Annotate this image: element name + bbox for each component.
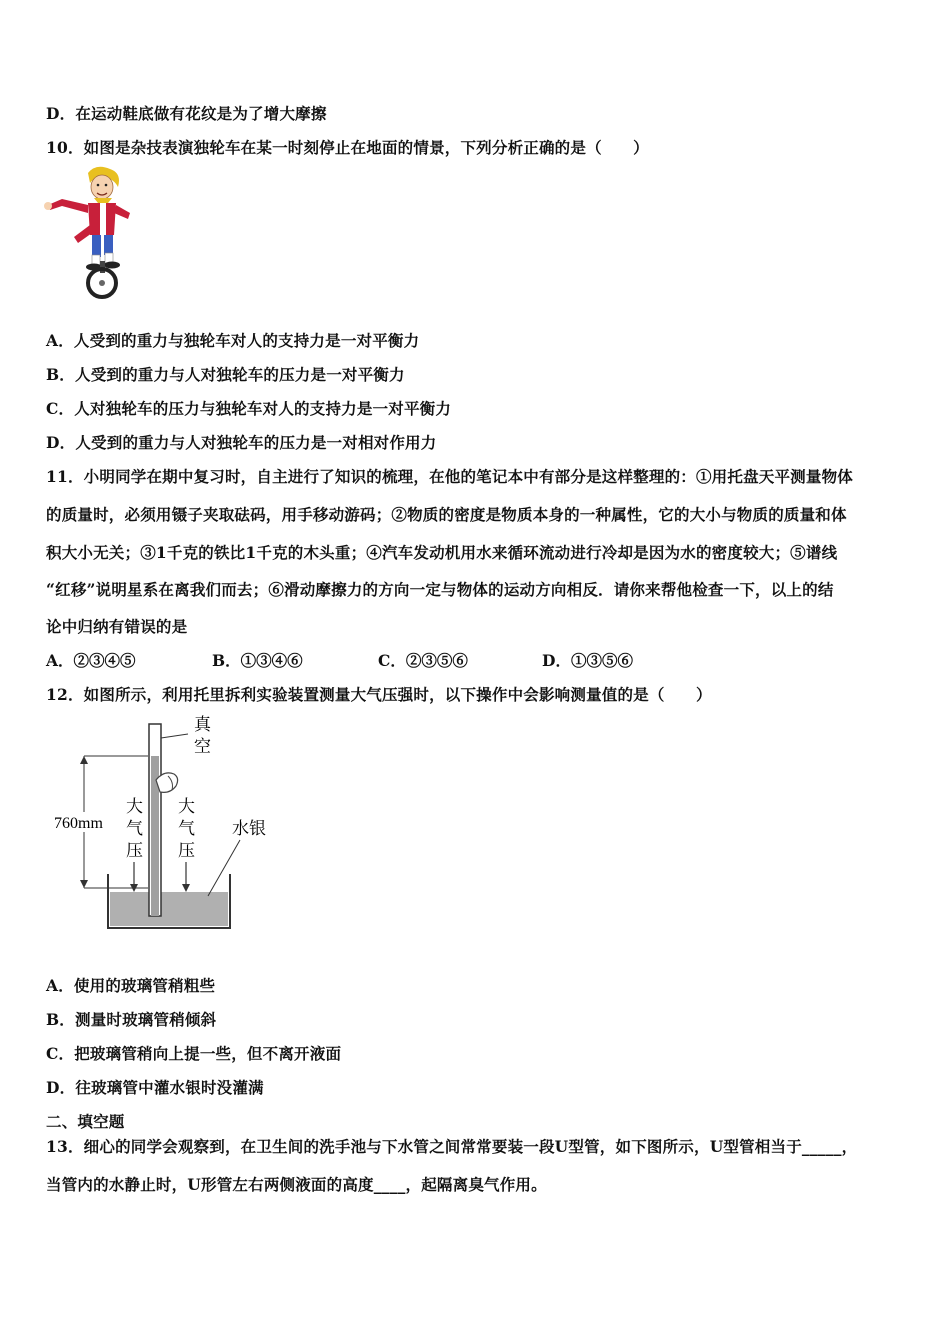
vacuum-label-1: 真: [194, 715, 211, 734]
q11-line-1: 11．小明同学在期中复习时，自主进行了知识的梳理，在他的笔记本中有部分是这样整理的：①用托盘天平测量物体: [46, 467, 853, 486]
torricelli-figure: [48, 712, 288, 932]
q13-line-1: 13．细心的同学会观察到，在卫生间的洗手池与下水管之间常常要装一段U型管，如下图所示，U型管相当于_____，: [46, 1137, 858, 1156]
q11-option-c: C．②③⑤⑥: [378, 651, 468, 670]
q11-option-b: B．①③④⑥: [212, 651, 303, 670]
q10-option-c: C．人对独轮车的压力与独轮车对人的支持力是一对平衡力: [46, 399, 452, 418]
q11-line-5: 论中归纳有错误的是: [46, 617, 188, 636]
vacuum-label-2: 空: [194, 737, 211, 756]
section-title: 二、填空题: [46, 1112, 125, 1131]
q11-line-4: “红移”说明星系在离我们而去；⑥滑动摩擦力的方向一定与物体的运动方向相反．请你来帮他检查一下，以上的结: [46, 580, 834, 599]
q12-option-d: D．往玻璃管中灌水银时没灌满: [46, 1078, 264, 1097]
q12-option-a: A．使用的玻璃管稍粗些: [46, 976, 216, 995]
pressure-left-1: 大: [126, 797, 143, 816]
pressure-right-1: 大: [178, 797, 195, 816]
q11-line-3: 积大小无关；③1千克的铁比1千克的木头重；④汽车发动机用水来循环流动进行冷却是因为水的密度较大；⑤谱线: [46, 543, 838, 562]
mercury-label: 水银: [232, 819, 266, 838]
pressure-left-3: 压: [126, 841, 143, 860]
q13-line-2: 当管内的水静止时，U形管左右两侧液面的高度____，起隔离臭气作用。: [46, 1175, 547, 1194]
q10-option-d: D．人受到的重力与人对独轮车的压力是一对相对作用力: [46, 433, 437, 452]
q10-stem: 10．如图是杂技表演独轮车在某一时刻停止在地面的情景，下列分析正确的是（ ）: [46, 138, 649, 157]
q11-line-2: 的质量时，必须用镊子夹取砝码，用手移动游码；②物质的密度是物质本身的一种属性，它的大小与物质的质量和体: [46, 505, 847, 524]
unicycle-figure: [44, 165, 144, 300]
pressure-right-2: 气: [178, 819, 195, 838]
pressure-right-3: 压: [178, 841, 195, 860]
q10-option-a: A．人受到的重力与独轮车对人的支持力是一对平衡力: [46, 331, 420, 350]
q12-option-b: B．测量时玻璃管稍倾斜: [46, 1010, 217, 1029]
q11-option-d: D．①③⑤⑥: [542, 651, 633, 670]
height-label: 760mm: [54, 815, 103, 832]
q10-option-b: B．人受到的重力与人对独轮车的压力是一对平衡力: [46, 365, 405, 384]
q11-options: [46, 649, 906, 671]
q12-stem: 12．如图所示，利用托里拆利实验装置测量大气压强时，以下操作中会影响测量值的是（ ）: [46, 685, 712, 704]
q12-option-c: C．把玻璃管稍向上提一些，但不离开液面: [46, 1044, 342, 1063]
q9-option-d: D．在运动鞋底做有花纹是为了增大摩擦: [46, 104, 327, 123]
pressure-left-2: 气: [126, 819, 143, 838]
q11-option-a: A．②③④⑤: [46, 651, 136, 670]
